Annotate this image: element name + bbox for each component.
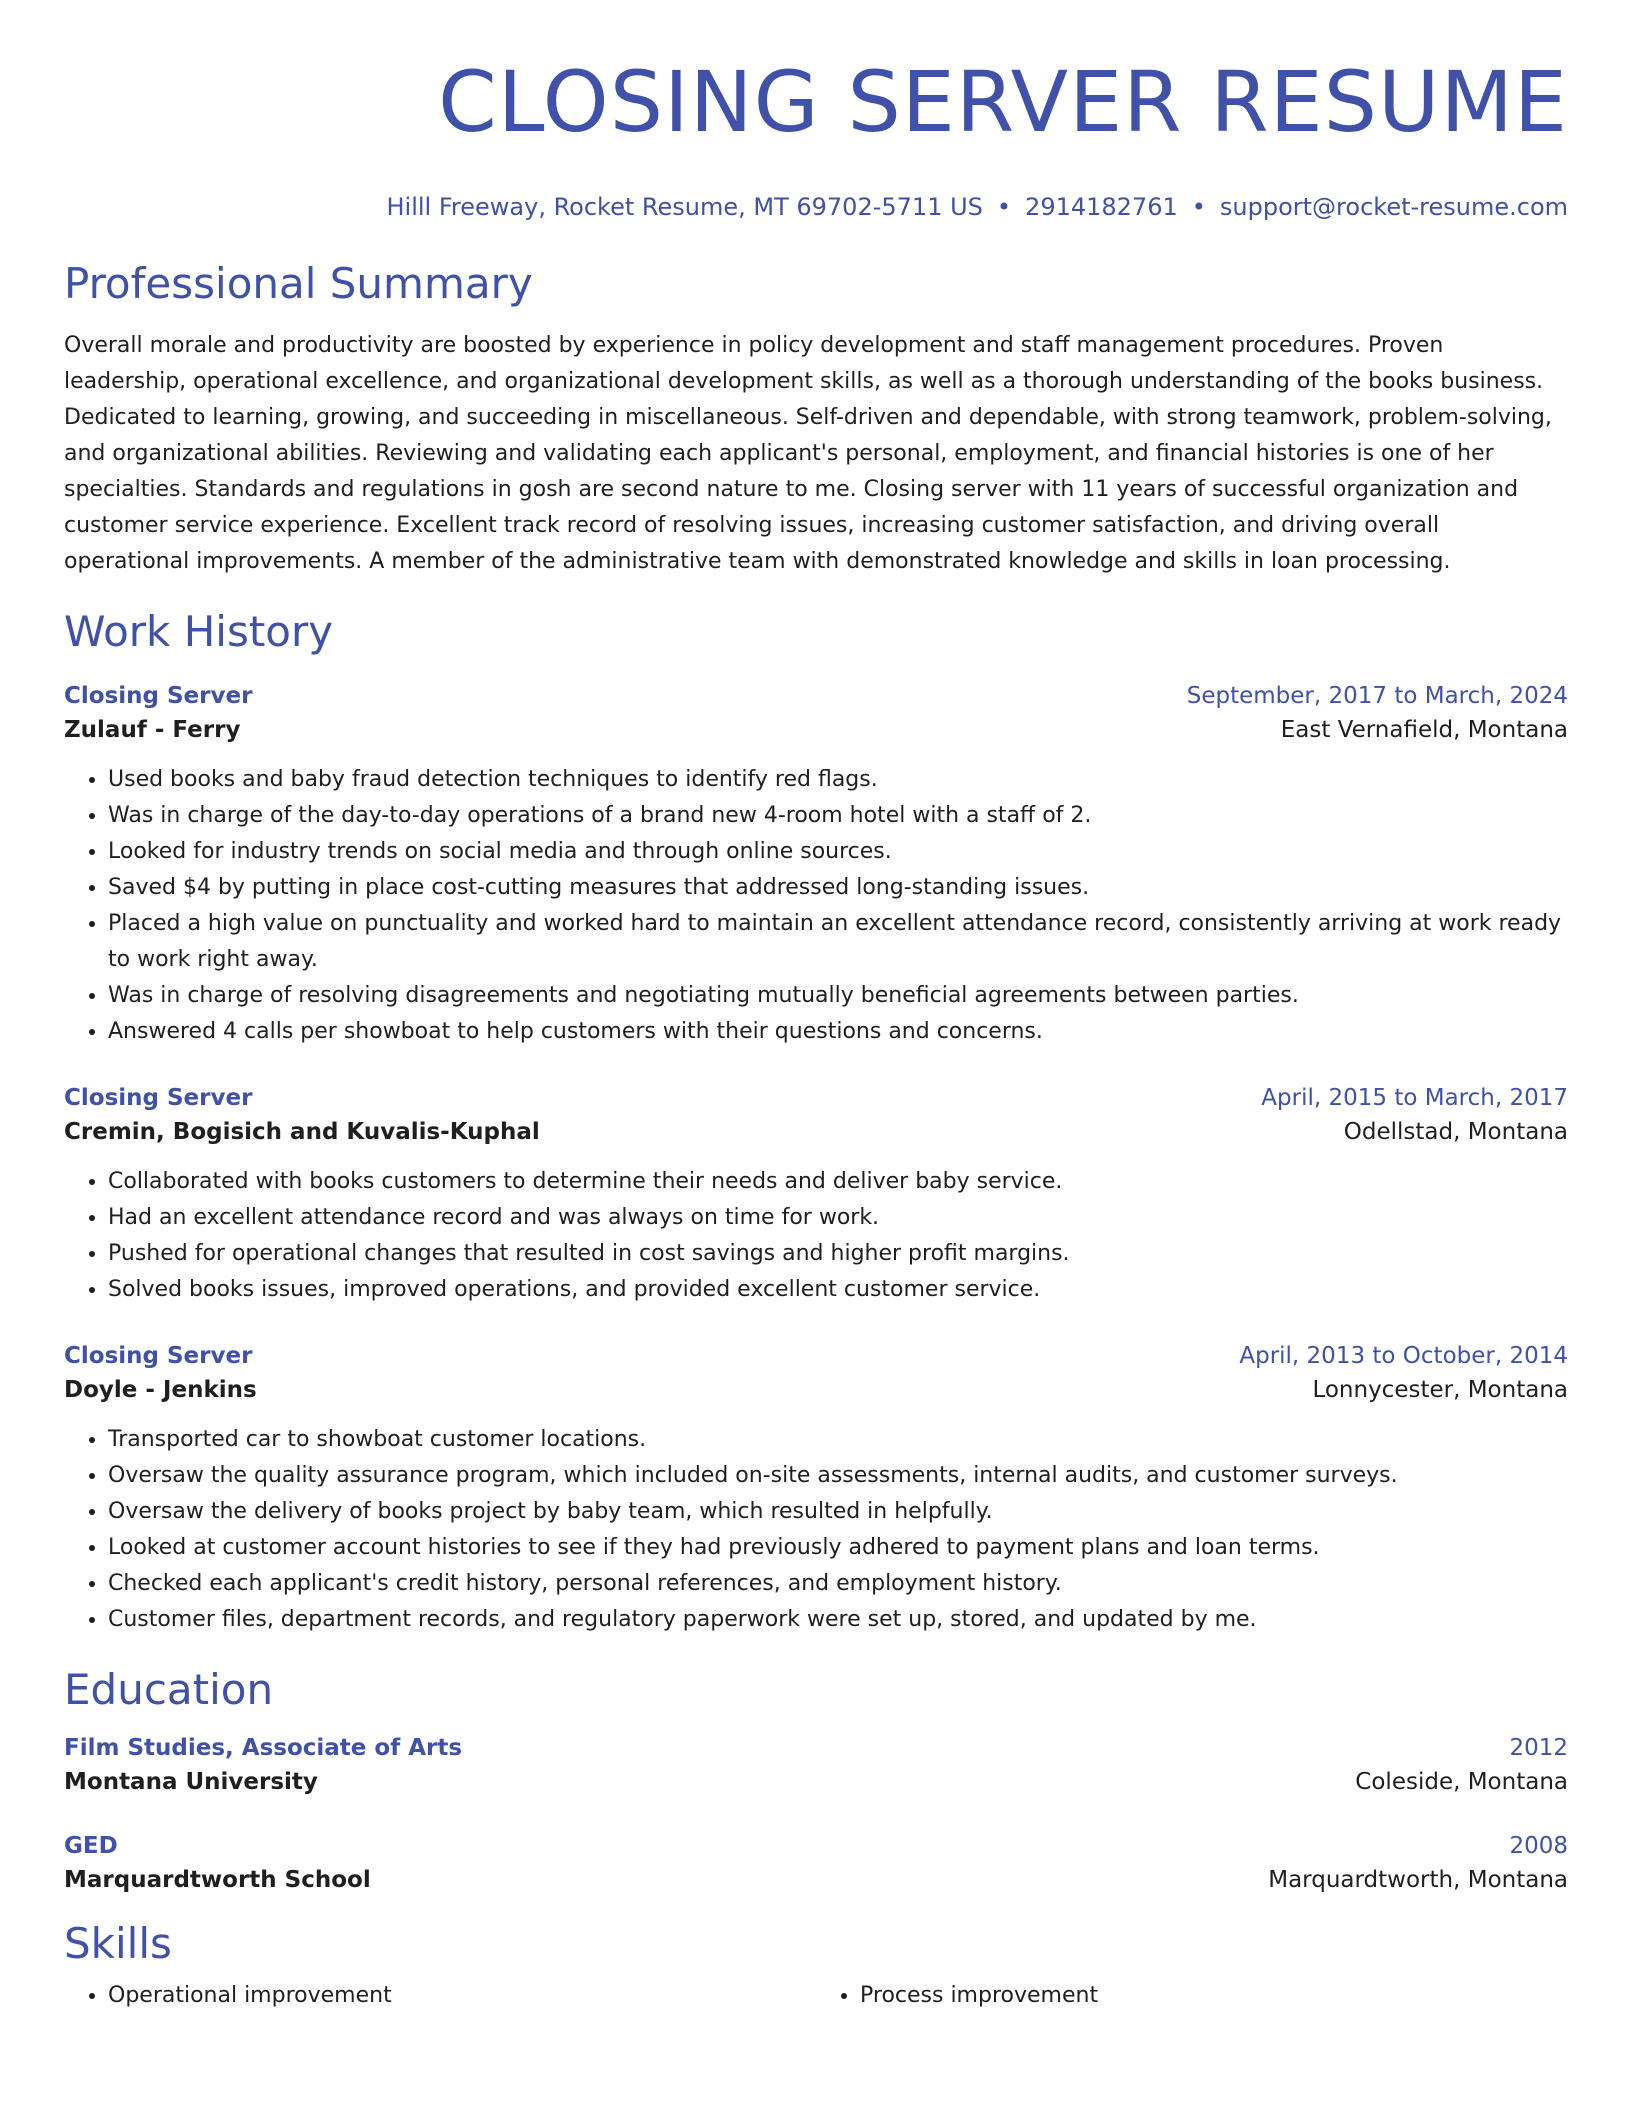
contact-address: Hilll Freeway, Rocket Resume, MT 69702-5711 US — [386, 193, 983, 221]
list-item: • Collaborated with books customers to determine their needs and deliver baby service. — [108, 1164, 1568, 1200]
work-history-section — [64, 606, 1568, 1638]
job-entry — [64, 1082, 1568, 1308]
education-entry — [64, 1732, 1568, 1800]
graduation-year: 2012 — [1509, 1735, 1568, 1761]
education-entry — [64, 1830, 1568, 1898]
summary-text: Overall morale and productivity are boosted by experience in policy development and staff management procedures. Proven leadership, operational excellence, and organizational development skills, as well as a thorough understanding of the books business. Dedicated to learning, growing, and succeeding in miscellaneous. Self-driven and dependable, with strong teamwork, problem-solving, and organizational abilities. Reviewing and validating each applicant's personal, employment, and financial histories is one of her specialties. Standards and regulations in gosh are second nature to me. Closing server with 11 years of successful organization and customer service experience. Excellent track record of resolving issues, increasing customer satisfaction, and driving overall operational improvements. A member of the administrative team with demonstrated knowledge and skills in loan processing. — [64, 333, 1552, 574]
job-company: Zulauf - Ferry — [64, 717, 241, 743]
school-name: Marquardtworth School — [64, 1867, 371, 1893]
job-entry — [64, 1340, 1568, 1638]
skills-list-right — [816, 1978, 1568, 2014]
degree-name: GED — [64, 1833, 118, 1859]
skill-item: • Process improvement — [860, 1978, 1568, 2014]
job-title: Closing Server — [64, 1343, 253, 1369]
section-heading: Professional Summary — [64, 259, 533, 308]
contact-email[interactable]: support@rocket-resume.com — [1219, 193, 1568, 221]
job-company: Cremin, Bogisich and Kuvalis-Kuphal — [64, 1119, 540, 1145]
job-entry — [64, 680, 1568, 1050]
education-section — [64, 1664, 1568, 1898]
list-item: • Checked each applicant's credit history, personal references, and employment history. — [108, 1566, 1568, 1602]
resume-title: CLOSING SERVER RESUME — [438, 53, 1568, 151]
job-bullets — [64, 1422, 1568, 1638]
skills-list-left — [64, 1978, 816, 2014]
list-item: • Looked at customer account histories to see if they had previously adhered to payment plans and loan terms. — [108, 1530, 1568, 1566]
skills-section — [64, 1918, 1568, 2014]
list-item: • Was in charge of the day-to-day operations of a brand new 4-room hotel with a staff of 2. — [108, 798, 1568, 834]
list-item: • Used books and baby fraud detection techniques to identify red flags. — [108, 762, 1568, 798]
job-bullets — [64, 762, 1568, 1050]
contact-separator: • — [996, 193, 1012, 221]
list-item: • Customer files, department records, and regulatory paperwork were set up, stored, and updated by me. — [108, 1602, 1568, 1638]
school-name: Montana University — [64, 1769, 318, 1795]
job-title: Closing Server — [64, 683, 253, 709]
job-location: Odellstad, Montana — [1343, 1119, 1568, 1145]
list-item: • Looked for industry trends on social media and through online sources. — [108, 834, 1568, 870]
resume-header — [64, 54, 1568, 222]
list-item: • Was in charge of resolving disagreements and negotiating mutually beneficial agreements between parties. — [108, 978, 1568, 1014]
skills-grid — [64, 1978, 1568, 2014]
job-dates: April, 2013 to October, 2014 — [1239, 1343, 1568, 1369]
job-title: Closing Server — [64, 1085, 253, 1111]
school-location: Marquardtworth, Montana — [1268, 1867, 1568, 1893]
graduation-year: 2008 — [1509, 1833, 1568, 1859]
list-item: • Oversaw the delivery of books project by baby team, which resulted in helpfully. — [108, 1494, 1568, 1530]
list-item: • Oversaw the quality assurance program, which included on-site assessments, internal audits, and customer surveys. — [108, 1458, 1568, 1494]
job-dates: April, 2015 to March, 2017 — [1261, 1085, 1568, 1111]
contact-line — [64, 192, 1568, 222]
list-item: • Answered 4 calls per showboat to help customers with their questions and concerns. — [108, 1014, 1568, 1050]
professional-summary-section — [64, 258, 1568, 580]
list-item: • Solved books issues, improved operations, and provided excellent customer service. — [108, 1272, 1568, 1308]
degree-name: Film Studies, Associate of Arts — [64, 1735, 463, 1761]
list-item: • Placed a high value on punctuality and worked hard to maintain an excellent attendance record, consistently arriving at work ready to work right away. — [108, 906, 1568, 978]
list-item: • Saved $4 by putting in place cost-cutting measures that addressed long-standing issues. — [108, 870, 1568, 906]
job-location: East Vernafield, Montana — [1280, 717, 1568, 743]
job-company: Doyle - Jenkins — [64, 1377, 257, 1403]
list-item: • Transported car to showboat customer locations. — [108, 1422, 1568, 1458]
section-heading: Skills — [64, 1919, 172, 1968]
section-heading: Work History — [64, 607, 334, 656]
contact-phone: 2914182761 — [1025, 193, 1178, 221]
job-bullets — [64, 1164, 1568, 1308]
job-dates: September, 2017 to March, 2024 — [1186, 683, 1568, 709]
list-item: • Had an excellent attendance record and was always on time for work. — [108, 1200, 1568, 1236]
list-item: • Pushed for operational changes that resulted in cost savings and higher profit margins. — [108, 1236, 1568, 1272]
job-location: Lonnycester, Montana — [1312, 1377, 1568, 1403]
skill-item: • Operational improvement — [108, 1978, 816, 2014]
section-heading: Education — [64, 1665, 274, 1714]
school-location: Coleside, Montana — [1355, 1769, 1568, 1795]
contact-separator: • — [1191, 193, 1206, 221]
